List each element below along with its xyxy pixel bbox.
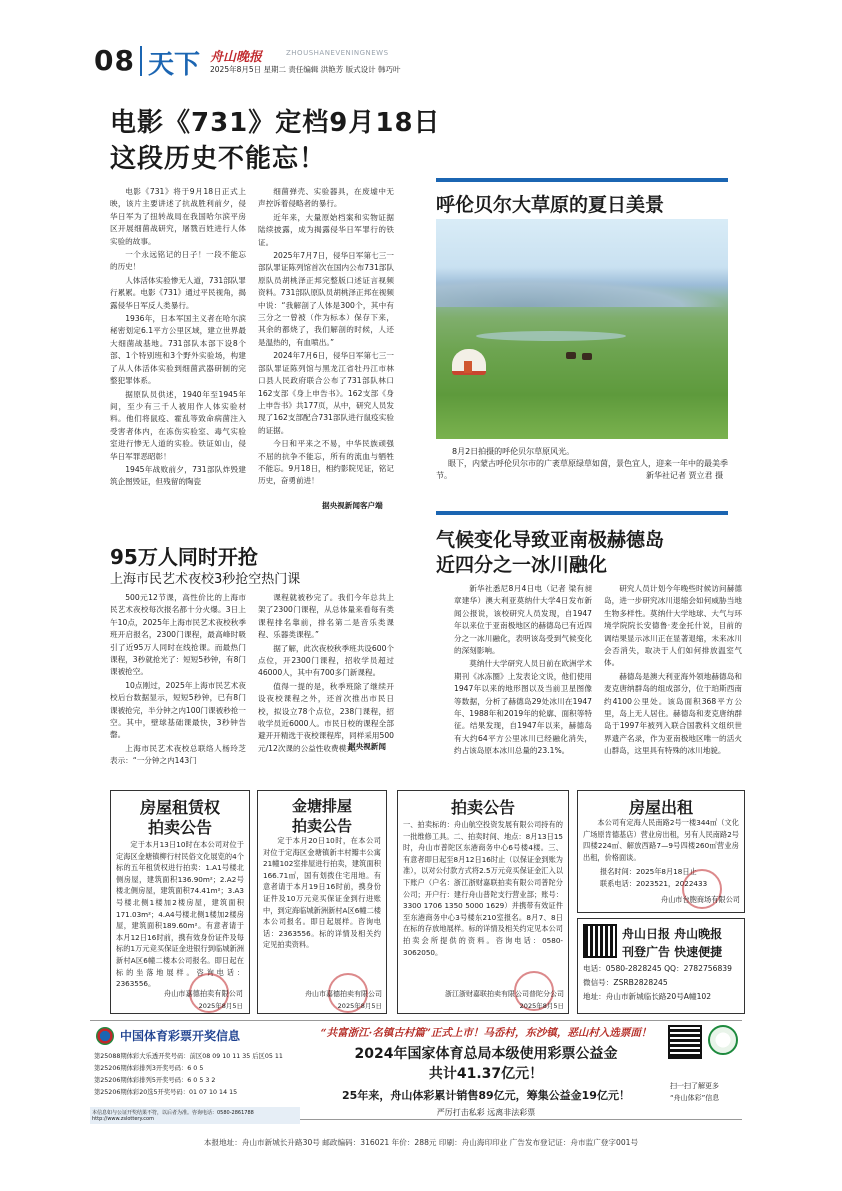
article1-col2	[258, 186, 394, 504]
paragraph: 500元12节课，高性价比的上海市民艺术夜校每次报名都十分火爆。3日上午10点，2025年上海市民艺术夜校秋季班开启报名，2300门课程，最高峰时吸引了近95万人同时在线抢课。而最热门课程，3秒就抢光了：短短5秒钟，有8门课被抢空。	[110, 593, 246, 677]
horse-rider	[566, 352, 576, 359]
paper-english-name: ZHOUSHANEVENINGNEWS	[286, 49, 389, 57]
lottery-header: 中国体育彩票开奖信息	[120, 1029, 241, 1043]
paragraph: 细菌弹壳、实验器具，在废墟中无声控诉着侵略者的暴行。	[258, 187, 394, 209]
photo-credit: 新华社记者 贾立君 摄	[646, 471, 724, 480]
paragraph: 课程就被秒完了。我们今年总共上架了2300门课程，从总体量来看每有类课程排名靠前，排名第二是音乐类课程、乐器类课程。”	[258, 593, 394, 640]
ad-company: 浙江浙财嘉联拍卖有限公司普陀分公司	[445, 990, 564, 998]
paragraph: 电影《731》将于9月18日正式上映，该片主要讲述了抗战胜利前夕，侵华日军为了扭转战局在我国哈尔滨平房区开展细菌战研究，屠戮百姓进行人体实验的故事。	[110, 187, 246, 246]
photo-story-title: 呼伦贝尔大草原的夏日美景	[436, 194, 665, 216]
article1-source: 据央视新闻客户端	[322, 501, 383, 510]
lottery-result-row: 第25206期体彩排列3开奖号码：6 0 5	[94, 1065, 204, 1072]
promo-line1: 舟山日报 舟山晚报	[622, 927, 723, 941]
paragraph: 值得一提的是，秋季班除了继续开设夜校课程之外，还首次推出市民日校，拟设立78个点位，238门课程，招收学员近6000人。市民日校的课程全部避开开精选于夜校课程库，同样采用500元/12次课的公益性收费模式。	[258, 681, 394, 753]
article1-col1	[110, 186, 246, 511]
page-number: 08	[94, 44, 135, 77]
distant-hills	[436, 277, 728, 307]
lottery-emblem	[708, 1025, 738, 1055]
photo-story-accent	[436, 178, 728, 182]
paragraph: 1936年，日本军国主义者在哈尔滨秘密划定6.1平方公里区域，建立世界最大细菌战基地。731部队本部下设8个部、1个特别班和3个野外实验场，构建了从人体活体实验到细菌武器研制的完整犯罪体系。	[110, 314, 246, 386]
lottery-qr-caption: 扫一扫了解更多	[670, 1082, 719, 1090]
ad-body: 一、拍卖标的：舟山航空投资发展有限公司持有的一批维修工具。二、拍卖时间、地点：8月13日15时，舟山市普陀区东港商务中心6号楼4楼。三、有意者即日起至8月12日16时止（以保证金到账为准），以对公付款方式将2.5万元竞买保证金汇入以下账户（户名：浙江浙财嘉联拍卖有限公司普陀分公司；开户行：建行舟山普陀支行营业部；账号：3300 1706 1350 5000 1629）并携带有效证件至东港商务中心3号楼东210室报名。8月7、8日在标的存放地展样。标的详情及相关约定见本公司拍卖会所提供的资料。咨询电话：0580-3062050。	[403, 820, 563, 957]
ad-title: 房屋租赁权	[139, 798, 220, 817]
ad-date: 2025年8月5日	[519, 1002, 564, 1010]
ad-title: 房屋出租	[628, 798, 693, 817]
promo-line2: 刊登广告 快速便捷	[622, 945, 723, 959]
lottery-warning: 严厉打击私彩 远离非法彩票	[436, 1108, 536, 1117]
ad-title: 拍卖公告	[291, 817, 352, 835]
article3-accent	[436, 511, 728, 515]
ad-newspaper-promo	[577, 918, 745, 1014]
ad-date: 2025年8月5日	[337, 1002, 382, 1010]
paragraph: 今日和平来之不易，中华民族顽强不屈的抗争不能忘，所有的流血与牺牲不能忘。9月18日，相约影院见证，铭记历史，奋勇前进！	[258, 439, 394, 486]
ad-house-rental	[577, 790, 745, 913]
article2-title: 95万人同时开抢	[110, 545, 258, 569]
paragraph: 上海市民艺术夜校总联络人杨玲芝表示：“一分钟之内143门	[110, 743, 246, 766]
qr-code	[583, 924, 617, 958]
paragraph: 10点刚过，2025年上海市民艺术夜校后台数据显示，短短5秒钟，已有8门课被抢完，半分钟之内100门课被秒抢一空。其中，壁球基础课最快，3秒钟告罄。	[110, 680, 246, 740]
paragraph: 2024年7月6日，侵华日军第七三一部队罪证陈列馆与黑龙江省牡丹江市林口县人民政府联合公布了731部队林口162支部《身上申告书》。162支部《身上申告书》共177页，从中，研究人员发现了162支部配合731部队进行鼠疫实验的证据。	[258, 351, 394, 435]
paragraph: 赫德岛是澳大利亚海外领地赫德岛和麦克唐纳群岛的组成部分，位于珀斯西南约4100公里处。该岛面积368平方公里，岛上无人居住。赫德岛和麦克唐纳群岛于1997年被列入联合国教科文组织世界遗产名录，作为亚南极地区唯一的活火山群岛，这里具有特殊的冰川地貌。	[604, 671, 742, 756]
article3-title-line1: 气候变化导致亚南极赫德岛	[436, 529, 665, 551]
paragraph: 新华社悉尼8月4日电（记者 梁有昶 章建华）澳大利亚莫纳什大学4日发布新闻公报说，该校研究人员发现，自1947年以来位于亚南极地区的赫德岛已有近四分之一冰川融化，表明该岛受到气候变化的深刻影响。	[454, 584, 592, 656]
ad-townhouse-auction	[257, 790, 387, 1014]
article2-col1	[110, 592, 246, 766]
article3-col2	[604, 583, 742, 756]
paragraph: 研究人员计划今年晚些时候访问赫德岛，进一步研究冰川退缩会如何威胁当地生物多样性。莫纳什大学地球、大气与环境学院院长安德鲁·麦金托什说，目前的调结果显示冰川正在显著退缩，未来冰川会否消失，取决于人们如何排放温室气体。	[604, 584, 742, 668]
paragraph: 据了解，此次夜校秋季班共设600个点位，开2300门课程，招收学员超过46000人，其中有700多门新课程。	[258, 643, 394, 678]
paper-logo: 舟山晚报	[210, 50, 263, 65]
lottery-local: 25年来，舟山体彩累计销售89亿元，筹集公益金19亿元！	[342, 1089, 630, 1102]
lottery-qr-caption: “舟山体彩”信息	[670, 1094, 720, 1102]
article1-title-line2: 这段历史不能忘！	[110, 144, 327, 174]
grassland-photo	[436, 219, 728, 439]
section-title: 天下	[148, 50, 201, 80]
ad-lease-auction	[110, 790, 250, 1014]
masthead-divider	[140, 46, 142, 76]
photo-caption-line2: 眼下，内蒙古呼伦贝尔市的广袤草原绿草如茵，景色宜人，迎来一年中的最美季节。	[436, 459, 728, 480]
lottery-qr-code	[668, 1025, 702, 1059]
lottery-block	[90, 1020, 742, 1120]
lottery-result-row: 第25206期体彩排列5开奖号码：6 0 5 3 2	[94, 1077, 216, 1084]
ad-company: 舟山市台胞商场有限公司	[660, 895, 740, 904]
paragraph: 一个永远铭记的日子！一段不能忘的历史！	[110, 250, 246, 272]
article3-title-line2: 近四分之一冰川融化	[436, 554, 608, 576]
ad-date: 2025年8月5日	[198, 1002, 243, 1010]
lottery-total: 共计41.37亿元！	[428, 1066, 544, 1082]
ad-deadline: 报名时间：2025年8月18日止	[600, 867, 697, 876]
paragraph: 据原队员供述，1940年至1945年间，至少有三千人被用作人体实验材料。他们将鼠疫、霍乱等致命病菌注入受害者体内，在冻伤实验室、毒气实验室进行惨无人道的实验。铁证如山，侵华日军罪恶昭彰！	[110, 389, 246, 461]
lottery-headline: 2024年国家体育总局本级使用彩票公益金	[354, 1046, 618, 1062]
ad-title: 金塘排屋	[291, 797, 352, 815]
ad-company: 舟山市嘉德拍卖有限公司	[305, 990, 382, 998]
article3-col1	[454, 583, 592, 756]
ad-equipment-auction	[397, 790, 569, 1014]
ad-body: 定于本月13日10时在本公司对位于定海区金塘镇柳行村民俗文化展览的4个标的五年租赁权进行拍卖：1.A1号楼北侧房屋，建筑面积136.90m²；2.A2号楼北侧房屋，建筑面积74.41m²；3.A3号楼北侧1楼加2楼房屋，建筑面积171.03m²；4.A4号楼北侧1楼加2楼房屋，建筑面积189.60m²。有意者请于本月12日16时前，携有效身份证件及每标的1万元竞买保证金进银行到临城新洲新村A区6幢二楼本公司报名。即日起在标的坐落地展样。咨询电话：2363556。	[116, 840, 244, 989]
yurt-door	[464, 361, 472, 373]
paragraph: 近年来，大量原始档案和实物证据陆续披露，成为揭露侵华日军罪行的铁证。	[258, 212, 394, 247]
lottery-slogan: “共富浙江·名镇古村篇”正式上市！马岙村，东沙镇，恶山村入选票面！	[320, 1027, 652, 1039]
paragraph: 1945年战败前夕，731部队炸毁建筑企图毁证，但残留的陶瓷	[110, 464, 246, 487]
page-footer: 本报地址：舟山市新城长升路30号 邮政编码：316021 年价：288元 印刷：舟山海印印业 广告发布登记证：舟市监广登字001号	[203, 1138, 639, 1147]
ad-company: 舟山市嘉德拍卖有限公司	[163, 989, 243, 998]
promo-address: 地址：舟山市新城临长路20号A幢102	[583, 992, 712, 1001]
promo-phone: 电话：0580-2828245 QQ：2782756839	[583, 964, 732, 973]
lottery-result-row: 第25088期体彩大乐透开奖号码：前区08 09 10 11 35 后区05 11	[94, 1053, 283, 1060]
article1-title-line1: 电影《731》定档9月18日	[110, 108, 441, 138]
ad-body: 本公司有定海人民南路2号一楼344㎡（文化广场原肯德基店）营业房出租，另有人民南路2号四楼224㎡、解放西路7—9号四楼260㎡营业房出租，价格面谈。	[583, 818, 739, 862]
ad-title: 拍卖公告	[147, 818, 212, 837]
article2-subtitle: 上海市民艺术夜校3秒抢空热门课	[110, 572, 301, 587]
paragraph: 莫纳什大学研究人员日前在欧洲学术期刊《冰冻圈》上发表论文说，他们使用1947年以来的地形图以及当前卫星图像等数据，分析了赫德岛29处冰川在1947年、1988年和2019年的轮廓、面积等特征。结果发现，自1947年以来，赫德岛有大约64平方公里冰川已经融化消失，约占该岛原本冰川总量的23.1%。	[454, 659, 592, 756]
lottery-logo	[96, 1027, 114, 1045]
lottery-footnote: 本信息如与公证开奖结果不符，以后者为准。咨询电话：0580-2861788 http://www.zslottery.com	[90, 1107, 300, 1124]
promo-wechat: 微信号：ZSRB2828245	[583, 978, 668, 987]
paragraph: 2025年7月7日，侵华日军第七三一部队罪证陈列馆首次在国内公布731部队原队员胡桃泽正邦完整版口述证言视频资料。731部队原队员胡桃泽正邦在视频中说：“我解剖了人体是300个，其中有三分之一曾被（作为标本）保存下来，其余的都烧了，我们解剖的时候，人还是温热的，有血喷出。”	[258, 251, 394, 347]
article2-source: 据央视新闻	[348, 742, 386, 751]
ad-title: 拍卖公告	[450, 798, 515, 817]
ad-body: 定于本月20日10时，在本公司对位于定海区金塘镇新丰村瓣丰公寓21幢102室排屋进行拍卖，建筑面积166.71㎡，国有划拨住宅用地。有意者请于本月19日16时前，携身份证件及10万元竞买保证金到行进账中，到定海临城新洲新村A区6幢二楼本公司报名。即日起展样。咨询电话：2363556。标的详情及相关约定见拍卖资料。	[263, 836, 381, 950]
photo-caption-line1: 8月2日拍摄的呼伦贝尔草原风光。	[452, 447, 575, 456]
lake-reflection	[476, 331, 626, 341]
paragraph: 人体活体实验惨无人道，731部队罪行累累。电影《731》通过平民视角，揭露侵华日军反人类暴行。	[110, 275, 246, 310]
ad-phone: 联系电话：2023521，2022433	[600, 879, 708, 888]
date-line: 2025年8月5日 星期二 责任编辑 洪艳芳 版式设计 韩巧叶	[210, 65, 401, 74]
horse-rider	[582, 353, 592, 360]
lottery-result-row: 第25206期体彩20选5开奖号码：01 07 10 14 15	[94, 1089, 238, 1096]
